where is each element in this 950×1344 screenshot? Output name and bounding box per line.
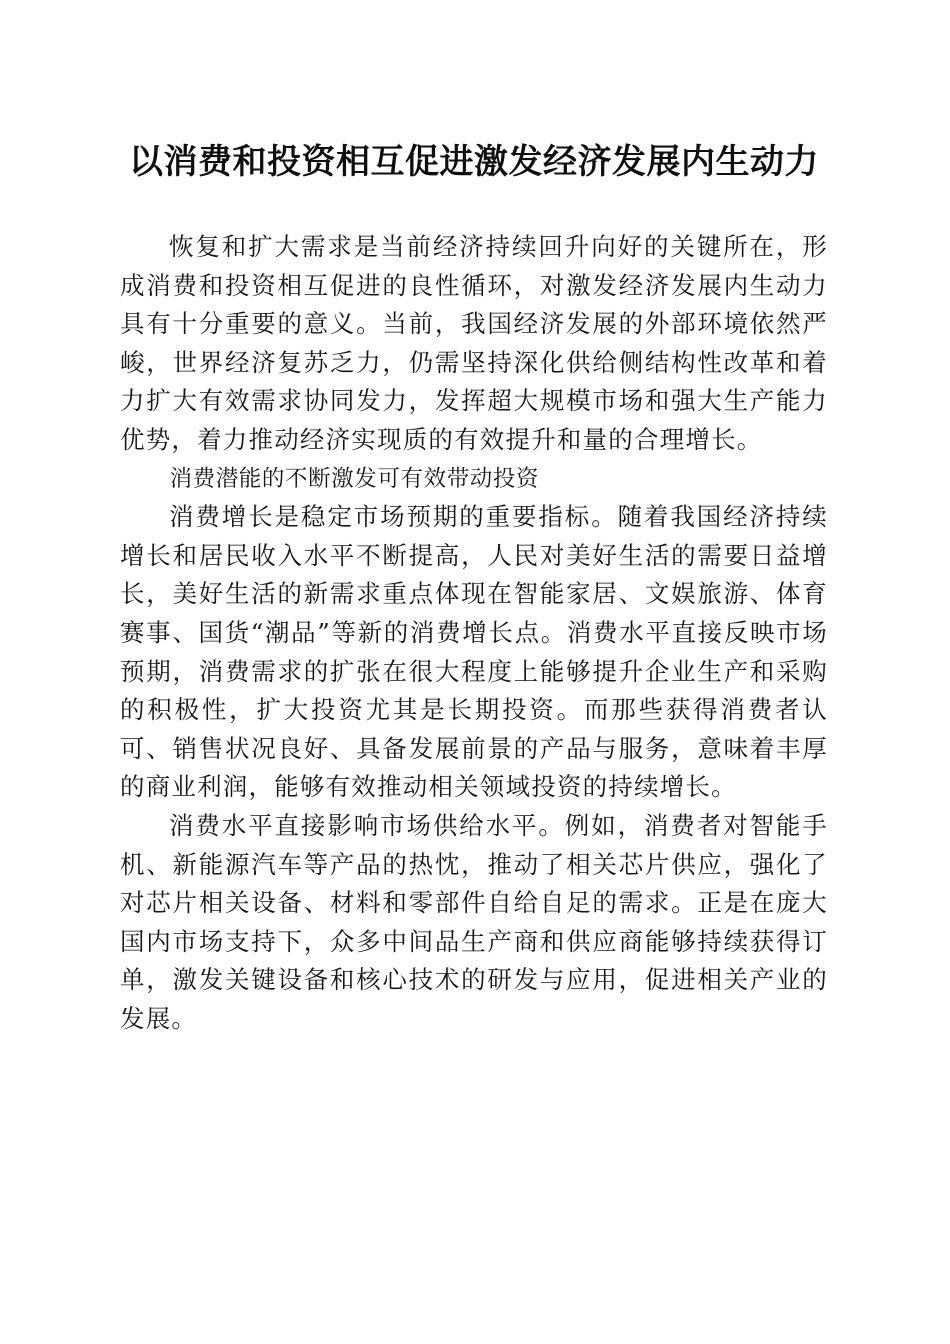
paragraph-consumption-growth: 消费增长是稳定市场预期的重要指标。随着我国经济持续增长和居民收入水平不断提高，人民对美好生活的需要日益增长，美好生活的新需求重点体现在智能家居、文娱旅游、体育赛事、国货“潮品”等新的消费增长点。消费水平直接反映市场预期，消费需求的扩张在很大程度上能够提升企业生产和采购的积极性，扩大投资尤其是长期投资。而那些获得消费者认可、销售状况良好、具备发展前景的产品与服务，意味着丰厚的商业利润，能够有效推动相关领域投资的持续增长。 xyxy=(120,502,828,802)
paragraph-intro: 恢复和扩大需求是当前经济持续回升向好的关键所在，形成消费和投资相互促进的良性循环，对激发经济发展内生动力具有十分重要的意义。当前，我国经济发展的外部环境依然严峻，世界经济复苏乏力，仍需坚持深化供给侧结构性改革和着力扩大有效需求协同发力，发挥超大规模市场和强大生产能力优势，着力推动经济实现质的有效提升和量的合理增长。 xyxy=(120,232,828,454)
section-heading: 消费潜能的不断激发可有效带动投资 xyxy=(169,465,540,492)
document-body xyxy=(120,228,828,1038)
paragraph-consumption-supply: 消费水平直接影响市场供给水平。例如，消费者对智能手机、新能源汽车等产品的热忱，推动了相关芯片供应，强化了对芯片相关设备、材料和零部件自给自足的需求。正是在庞大国内市场支持下，众多中间品生产商和供应商能够持续获得订单，激发关键设备和核心技术的研发与应用，促进相关产业的发展。 xyxy=(120,810,828,1033)
document-title: 以消费和投资相互促进激发经济发展内生动力 xyxy=(129,142,819,182)
